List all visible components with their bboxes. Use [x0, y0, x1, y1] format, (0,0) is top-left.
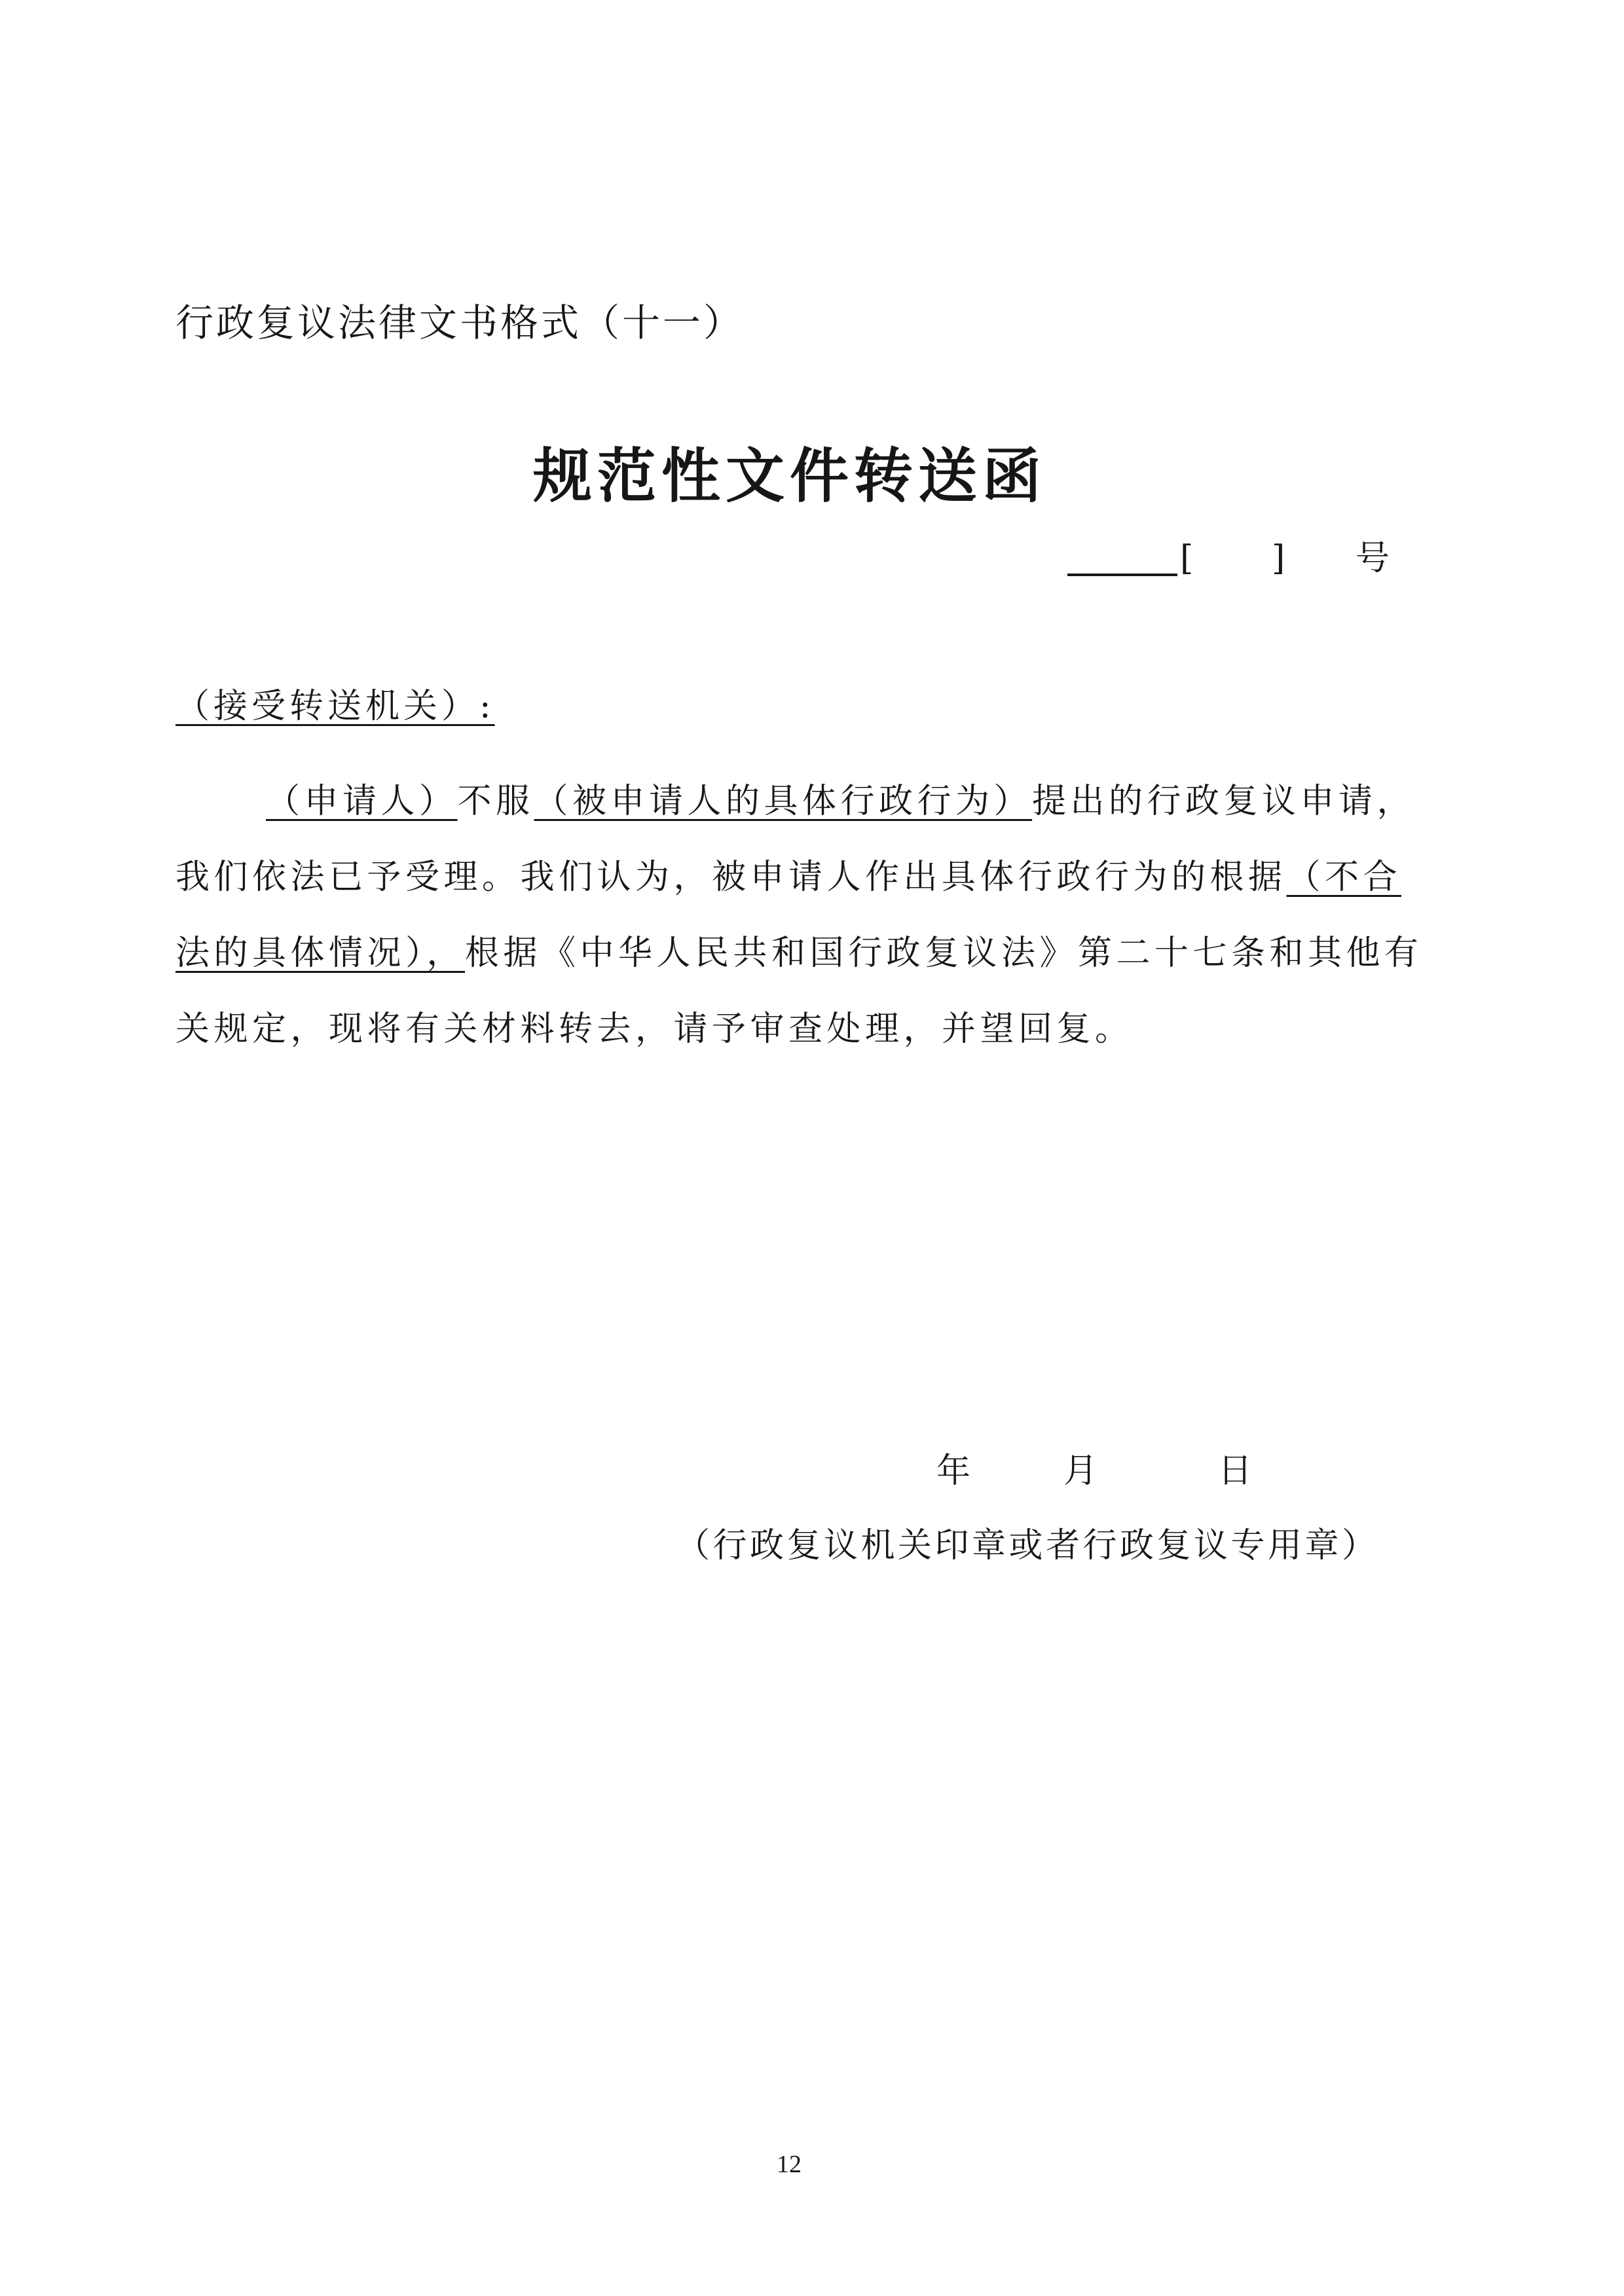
addressee: （接受转送机关）:	[175, 687, 495, 726]
page-number: 12	[777, 2151, 802, 2178]
body-line-3	[175, 915, 1423, 991]
date-year-label: 年	[936, 1451, 971, 1491]
illegal-detail-field-start: （不合	[1286, 858, 1402, 897]
date-line	[917, 1448, 1283, 1494]
body-text: 我们依法已予受理。我们认为，被申请人作出具体行政行为的根据	[175, 858, 1287, 897]
letter-body	[175, 763, 1423, 1067]
respondent-act-field: （被申请人的具体行政行为）	[534, 782, 1033, 821]
document-title: 规范性文件转送函	[533, 442, 1046, 511]
body-line-2	[175, 839, 1420, 915]
date-month-label: 月	[1063, 1451, 1098, 1491]
body-text: 不服	[457, 782, 534, 821]
body-text: 根据《中华人民共和国行政复议法》第二十七条和其他有	[465, 934, 1423, 973]
format-title: 行政复议法律文书格式（十一）	[175, 301, 745, 345]
body-text: 提出的行政复议申请，	[1032, 782, 1416, 821]
illegal-detail-field-end: 法的具体情况），	[175, 934, 466, 973]
body-line-4	[175, 991, 1420, 1067]
document-number-suffix: 号	[1356, 539, 1390, 578]
date-day-label: 日	[1218, 1451, 1253, 1491]
body-line-1	[175, 763, 1420, 839]
document-number-open-bracket: [	[1180, 539, 1194, 578]
document-number-close-bracket: ]	[1272, 539, 1285, 578]
document-number-blank	[1067, 574, 1177, 576]
applicant-field: （申请人）	[266, 782, 458, 821]
body-text: 关规定，现将有关材料转去，请予审查处理，并望回复。	[175, 1010, 1134, 1049]
document-number	[1067, 536, 1408, 581]
seal-note: （行政复议机关印章或者行政复议专用章）	[676, 1526, 1379, 1565]
